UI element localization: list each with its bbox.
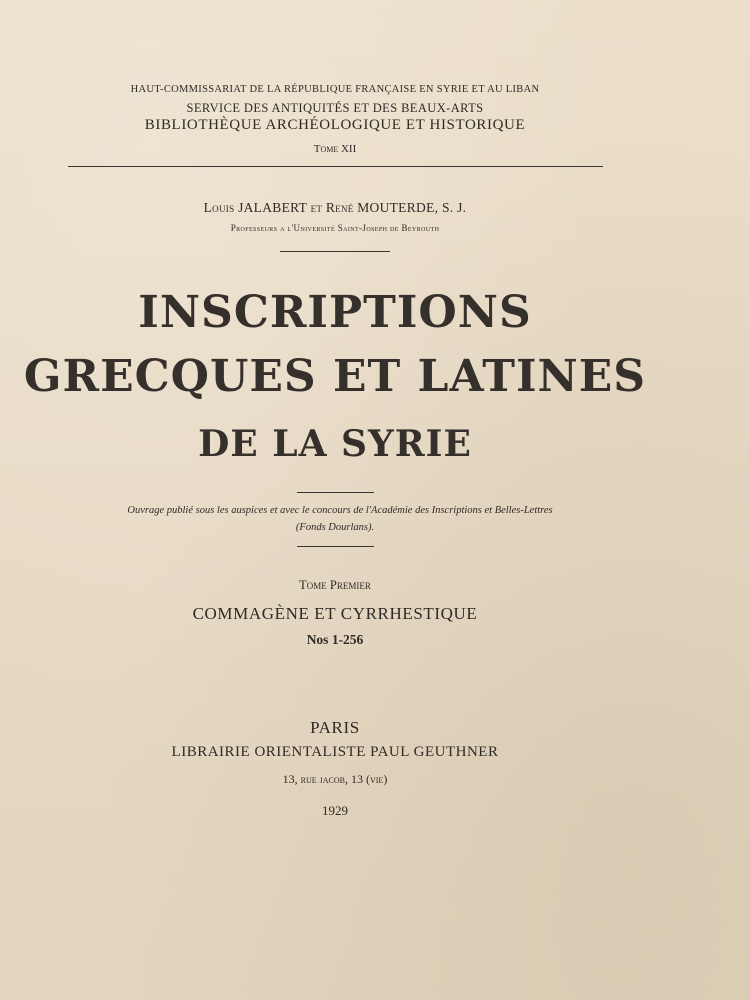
header-commissariat: HAUT-COMMISSARIAT DE LA RÉPUBLIQUE FRANÇAISE EN SYRIE ET AU LIBAN bbox=[130, 84, 540, 95]
auspices-fund: (Fonds Dourlans). bbox=[295, 522, 375, 533]
volume-subject: COMMAGÈNE ET CYRRHESTIQUE bbox=[192, 604, 478, 623]
header-service: SERVICE DES ANTIQUITÉS ET DES BEAUX-ARTS bbox=[186, 101, 484, 115]
header-series: BIBLIOTHÈQUE ARCHÉOLOGIQUE ET HISTORIQUE bbox=[144, 117, 526, 133]
author-affiliation: Professeurs a l'Université Saint-Joseph de Beyrouth bbox=[230, 223, 440, 233]
volume-label: Tome Premier bbox=[299, 578, 371, 592]
authors: Louis JALABERT et René MOUTERDE, S. J. bbox=[203, 200, 467, 215]
series-tome: Tome XII bbox=[313, 143, 357, 155]
title-line-3: DE LA SYRIE bbox=[198, 423, 472, 465]
title-line-1: INSCRIPTIONS bbox=[138, 287, 532, 338]
title-rule bbox=[297, 492, 374, 493]
imprint-city: PARIS bbox=[310, 718, 360, 737]
auspices-rule bbox=[297, 546, 374, 547]
imprint-year: 1929 bbox=[322, 803, 348, 818]
header-rule bbox=[68, 166, 603, 167]
imprint-publisher: LIBRAIRIE ORIENTALISTE PAUL GEUTHNER bbox=[171, 744, 499, 760]
imprint-address: 13, rue jacob, 13 (vie) bbox=[282, 772, 388, 786]
auspices-note: Ouvrage publié sous les auspices et avec le concours de l'Académie des Inscriptions et Belles-Lettres bbox=[127, 505, 553, 516]
title-line-2: GRECQUES ET LATINES bbox=[23, 351, 647, 402]
authors-rule bbox=[280, 251, 390, 252]
inscription-numbers: Nos 1-256 bbox=[306, 632, 364, 647]
